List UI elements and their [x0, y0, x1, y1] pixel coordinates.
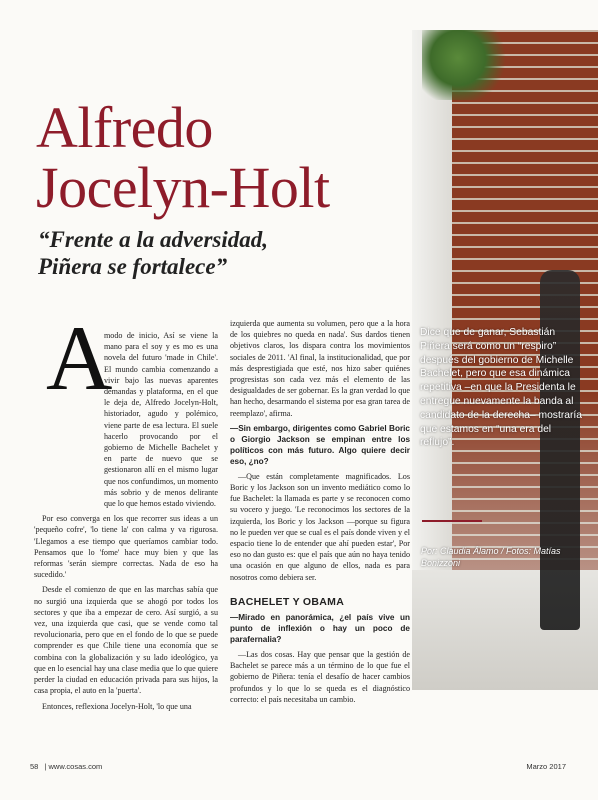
issue-date: Marzo 2017 [526, 762, 566, 771]
subtitle-line-1: “Frente a la adversidad, [38, 227, 268, 252]
title-line-1: Alfredo [36, 95, 213, 160]
interview-question: —Mirado en panorámica, ¿el país vive un punto de inflexión o hay un poco de parafernalia? [230, 613, 410, 645]
photo-leaves [422, 30, 512, 100]
footer-separator: | [44, 762, 47, 771]
interview-question: —Sin embargo, dirigentes como Gabriel Boric o Giorgio Jackson se empinan entre los políticos con más futuro. Algo quiere decir eso, ¿no? [230, 423, 410, 466]
section-heading: BACHELET Y OBAMA [230, 595, 345, 608]
text-column-1 [34, 330, 218, 716]
paragraph: —Que están completamente magnificados. Los Boric y los Jackson son un invento mediático como lo fue Bachelet: la llamada es parte y se reconocen como su vocero y juego. 'Le reconocimos los sectores de la izquierda, los Boric y los Jackson —porque su figura no le pueden ver que se cual es el país donde viven y el espacio tiene lo de entender que ahí pueden estar', Por eso no dan gusto es: que el país que aún no haya tenido una ocasión en que alguno de ellos, nada es para nosotros como debiera ser. [230, 471, 410, 582]
page-footer [30, 762, 570, 771]
pull-quote: Dice que de ganar, Sebastián Piñera será como un “respiro” después del gobierno de Michelle Bachelet, pero que esa dinámica repetitiva –en que la Presidenta le entregue nuevamente la banda al candidato de la derecha– mostraría que estamos en “una era del reflujo”. [420, 327, 582, 449]
article-subtitle [38, 226, 268, 280]
pull-quote-divider [422, 520, 482, 522]
title-line-2: Jocelyn-Holt [36, 155, 330, 220]
paragraph: Por eso converga en los que recorrer sus ideas a un 'pequeño cofre', 'lo tiene la' con calma y va rigurosa. 'Llegamos a ese tiempo que queríamos cambiar todo. Pensamos que lo 'fome' hace muy bien y que las reformas 'serán siempre correctas. Nada de eso ha sucedido.' [34, 514, 218, 580]
article-title [36, 95, 330, 220]
paragraph: modo de inicio, Así se viene la mano para el soy y es mo es una novela del futuro 'made in Chile'. El mundo cambia comenzando a vivir bajo las nuevas aparentes demandas y plataforma, en el que le deja de, Alfredo Jocelyn-Holt, historiador, agudo y polémico, viene parte de esa lectura. El suele hacerlo provocando por el gobierno de Michelle Bachelet y en parte de nuevo que se gestionaron allí en el mismo lugar que nos confundimos, un momento más sobrio y de menos delirante que lo que hemos estado viviendo. [104, 331, 218, 509]
byline-credit: Por: Claudia Álamo / Fotos: Matías Bonizzoni [421, 546, 561, 568]
paragraph: Desde el comienzo de que en las marchas sabía que no surgió una izquierda que se ahogó por todos los sectores y que iba a empezar de cero. Así surgió, a su vez, una izquierda que casi, que se vende como tal revolucionaria, pero que en el fondo de lo que se puede comprender es que Chile tiene una economía que se combina con la globalización y su lado ideológico, ya que en lo esencial hay una clase media que lo que quiere perder la ciudad en educación privada para sus hijos, la casa propia, el auto en la 'puerta'. [34, 585, 218, 696]
paragraph: —Las dos cosas. Hay que pensar que la gestión de Bachelet se parece más a un término de lo que fue el gobierno de Piñera: tenía el desafío de hacer cambios profundos y lo que lo se queda es el diagnóstico correcto: el país necesitaba un cambio. [230, 650, 410, 704]
footer-url: www.cosas.com [48, 762, 103, 771]
paragraph: izquierda que aumenta su volumen, pero que a la hora de los quiebres no queda en nada'. Sus dardos tienen objetivos claros, los dispara contra los movimientos sociales de 2011. 'Al final, la institucionalidad, que por más desprestigiada que esté, nos hizo saber quiénes progresistas son cada vez más el elemento de las desigualdades de ser gobernar. Es la gran verdad lo que han hecho, desarmando el sistema por esa gran tarea de reemplazo', afirma. [230, 319, 410, 418]
paragraph: Entonces, reflexiona Jocelyn-Holt, 'lo que una [42, 701, 192, 711]
subtitle-line-2: Piñera se fortalece” [38, 254, 228, 279]
text-column-2 [230, 318, 410, 709]
page-number: 58 [30, 762, 39, 771]
drop-cap: A [46, 307, 113, 409]
